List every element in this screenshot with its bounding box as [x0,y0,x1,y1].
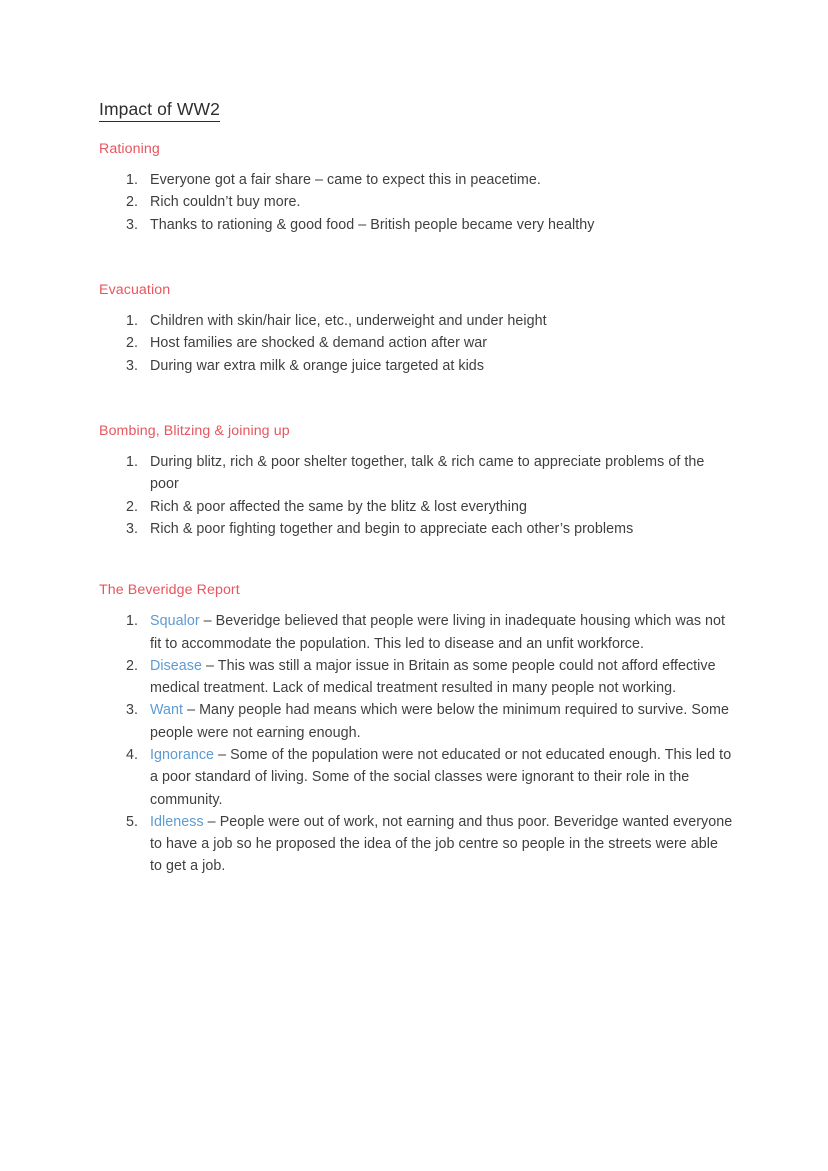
list-item-text: Host families are shocked & demand action after war [150,335,488,352]
list-evacuation [99,310,733,377]
list-item-number: 3. [126,216,139,233]
list-item-number: 1. [126,313,139,330]
section-heading-beveridge-report: The Beveridge Report [99,582,240,599]
list-item-number: 3. [126,357,139,374]
list-item-text: Everyone got a fair share – came to expect this in peacetime. [150,172,541,189]
section-heading-rationing: Rationing [99,141,160,158]
document-content [99,99,733,878]
list-item [99,191,733,213]
list-item-text: – This was still a major issue in Britain as some people could not afford effective medical treatment. Lack of medical treatment resulted in many people not working. [150,657,716,697]
list-item-text: – Many people had means which were below the minimum required to survive. Some people were not earning enough. [150,702,729,741]
list-beveridge-report [99,610,733,878]
list-item [99,169,733,191]
section-evacuation [99,282,733,377]
list-item-number: 3. [126,520,139,537]
list-item-text: During war extra milk & orange juice targeted at kids [150,357,485,374]
list-item-number: 1. [126,454,139,470]
list-bombing [99,451,733,540]
list-item [99,610,733,655]
list-item-keyword: Want [150,702,184,719]
list-item [99,496,733,518]
list-item [99,310,733,332]
list-item [99,655,733,700]
section-spacer [99,236,733,282]
section-heading-evacuation: Evacuation [99,282,171,299]
section-spacer [99,540,733,582]
list-item-keyword: Squalor [150,613,200,630]
list-item-keyword: Disease [150,657,203,674]
list-item-keyword: Idleness [150,813,204,830]
list-item-number: 4. [126,747,139,763]
list-item [99,811,733,878]
list-item [99,744,733,811]
list-item-text: – People were out of work, not earning and thus poor. Beveridge wanted everyone to have a job so he proposed the idea of the job centre so people in the streets were able to get a job. [150,813,733,875]
list-item [99,214,733,236]
list-item-text: – Some of the population were not educated or not educated enough. This led to a poor standard of living. Some of the social classes were ignorant to their role in the community. [150,747,732,808]
list-item-number: 1. [126,172,139,189]
list-item-text: Thanks to rationing & good food – British people became very healthy [150,216,595,233]
list-item-text: Children with skin/hair lice, etc., underweight and under height [150,313,547,330]
list-item-text: Rich & poor affected the same by the blitz & lost everything [150,498,528,515]
section-bombing [99,423,733,540]
list-item-text: Rich & poor fighting together and begin to appreciate each other’s problems [150,520,634,537]
section-beveridge-report [99,582,733,878]
page-title-text: Impact of WW2 [99,99,220,122]
section-heading-bombing: Bombing, Blitzing & joining up [99,422,290,439]
list-item-text: Rich couldn’t buy more. [150,194,301,211]
section-rationing [99,141,733,236]
list-item-keyword: Ignorance [150,747,215,763]
list-item [99,355,733,377]
list-item-number: 1. [126,613,139,630]
list-item-number: 2. [126,498,139,515]
list-item [99,332,733,354]
list-item [99,451,733,496]
list-item-number: 2. [126,335,139,352]
section-spacer [99,377,733,423]
list-item-text: During blitz, rich & poor shelter together, talk & rich came to appreciate problems of the poor [150,454,705,493]
page-title [99,99,733,122]
list-item-text: – Beveridge believed that people were living in inadequate housing which was not fit to accommodate the population. This led to disease and an unfit workforce. [150,613,726,652]
list-item-number: 5. [126,813,139,830]
list-item-number: 2. [126,194,139,211]
list-item [99,699,733,744]
list-item-number: 2. [126,657,139,674]
list-item [99,518,733,540]
list-rationing [99,169,733,236]
list-item-number: 3. [126,702,139,719]
